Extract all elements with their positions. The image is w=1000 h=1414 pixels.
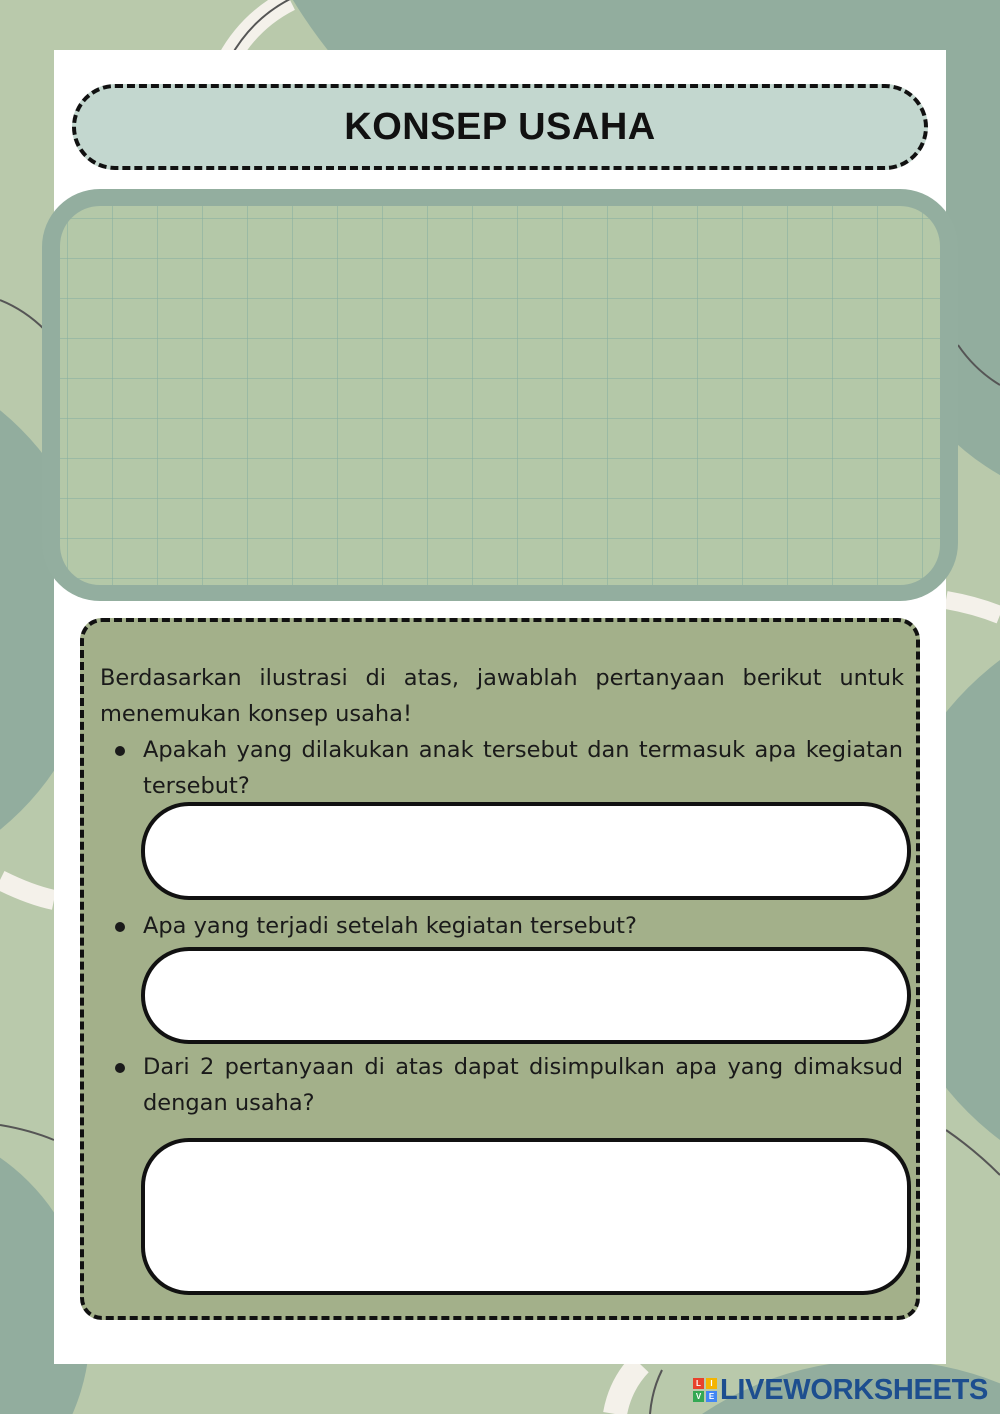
logo-letter: V: [693, 1391, 704, 1402]
logo-letter: L: [693, 1378, 704, 1389]
liveworksheets-logo: [693, 1372, 988, 1408]
question-panel: [80, 618, 920, 1320]
answer-field-2[interactable]: [141, 947, 911, 1044]
bullet-icon: [115, 1063, 125, 1073]
title-banner: [72, 84, 928, 170]
liveworksheets-icon: [693, 1378, 717, 1402]
illustration-grid-area: [60, 206, 940, 585]
brand-name: LIVEWORKSHEETS: [720, 1373, 989, 1406]
bullet-icon: [115, 746, 125, 756]
page-title: KONSEP USAHA: [344, 105, 656, 148]
instruction-text: Berdasarkan ilustrasi di atas, jawablah pertanyaan berikut untuk menemukan konsep usaha!: [100, 665, 904, 727]
bullet-icon: [115, 922, 125, 932]
answer-field-3[interactable]: [141, 1138, 911, 1295]
logo-letter: I: [706, 1378, 717, 1389]
answer-field-1[interactable]: [141, 802, 911, 900]
logo-letter: E: [706, 1391, 717, 1402]
illustration-frame: [42, 189, 958, 601]
question-3-text: Dari 2 pertanyaan di atas dapat disimpulkan apa yang dimaksud dengan usaha?: [143, 1054, 903, 1116]
question-1-text: Apakah yang dilakukan anak tersebut dan termasuk apa kegiatan tersebut?: [143, 737, 903, 799]
question-2-text: Apa yang terjadi setelah kegiatan tersebut?: [143, 913, 637, 939]
